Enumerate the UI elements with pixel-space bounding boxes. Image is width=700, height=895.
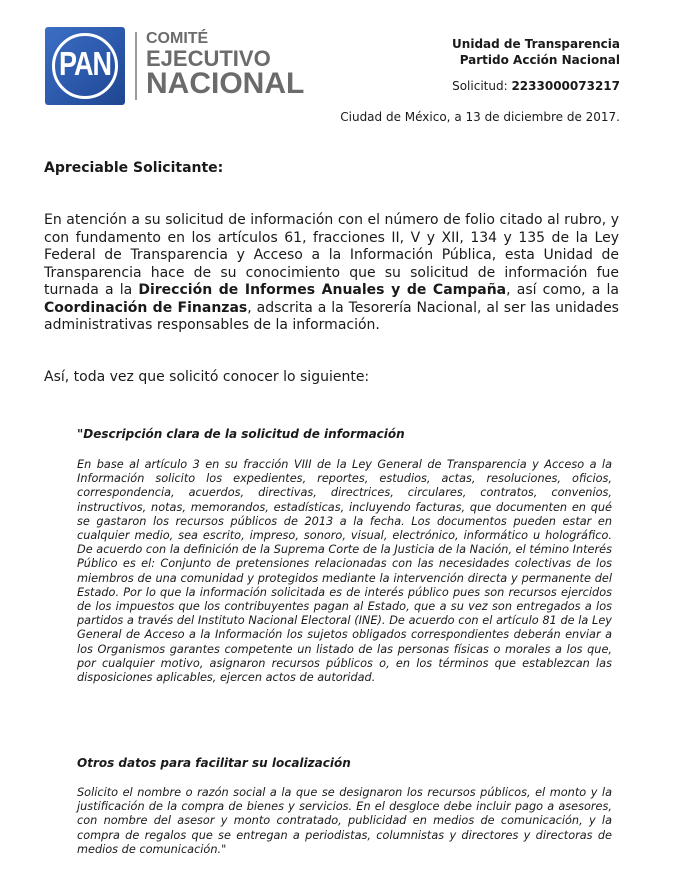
quote-intro: Así, toda vez que solicitó conocer lo siguiente: [44,369,370,385]
issuer-party: Partido Acción Nacional [459,53,620,67]
paragraph-bold-unit-2: Coordinación de Finanzas [44,299,248,316]
place-date: Ciudad de México, a 13 de diciembre de 2017. [340,110,620,124]
badge-text: PAN [58,45,111,83]
logo-line-3: NACIONAL [146,67,305,100]
quote-heading-other-data: Otros datos para facilitar su localización [77,756,351,770]
request-label: Solicitud: [452,79,508,93]
quote-description-text: En base al artículo 3 en su fracción VIII de la Ley General de Transparencia y Acceso a la Información solicito los expedientes, reportes, estudios, actas, resoluciones, oficios, correspondencia, acuerdos, directivas, directrices, circulares, contratos, convenios, instructivos, notas, memorandos, estadísticas, incluyendo facturas, que documenten en qué se gastaron los recursos públicos de 2013 a la fecha. Los documentos pueden estar en cualquier medio, sea escrito, impreso, sonoro, visual, electrónico, informático u holográfico. De acuerdo con la definición de la Suprema Corte de la Justicia de la Nación, el témino Interés Público es el: Conjunto de pretensiones relacionadas con las necesidades colectivas de los miembros de una comunidad y protegidos mediante la intervención directa y permanente del Estado. Por lo que la información solicitada es de interés público pues son recursos ejercidos de los impuestos que los contribuyentes pagan al Estado, que a su vez son entregados a los partidos a través del Instituto Nacional Electoral (INE). De acuerdo con el artículo 81 de la Ley General de Acceso a la Información los sujetos obligados correspondientes deberán enviar a los Organismos garantes competente un listado de las personas físicas o morales a los que, por cualquier motivo, asignaron recursos públicos o, en los términos que establezcan las disposiciones aplicables, ejercen actos de autoridad. [77,458,612,685]
logo-divider [135,32,137,100]
quote-other-data-text: Solicito el nombre o razón social a la que se designaron los recursos públicos, el monto y la justificación de la compra de bienes y servicios. En el desgloce debe incluir pago a asesores, con nombre del asesor y monto contratado, publicidad en medios de comunicación, y la compra de regalos que se entregan a periodistas, columnistas y directores y directoras de medios de comunicación." [77,786,612,856]
pan-logo [45,27,305,107]
issuer-block [452,36,620,68]
paragraph-text: , así como, a la [506,282,619,298]
paragraph-text: En atención a su solicitud de información con el número de folio citado al rubro, y con fundamento en los artículos 61, fracciones II, V y XII, 134 y 135 de la Ley Federal de Transparencia y Acceso a la Información Pública, esta Unidad de Transparencia hace de su conocimiento que su solicitud de información fue turnada a la [44,212,619,298]
request-value: 2233000073217 [511,79,620,93]
logo-line-1: COMITÉ [146,30,209,47]
request-number [452,79,620,93]
paragraph-text: , adscrita a la Tesorería Nacional, al ser las unidades administrativas responsables de la información. [44,299,619,333]
pan-badge-icon [45,27,125,105]
paragraph-bold-unit-1: Dirección de Informes Anuales y de Campaña [138,282,507,298]
issuer-unit: Unidad de Transparencia [452,37,620,51]
quote-heading-description: "Descripción clara de la solicitud de información [77,427,405,441]
greeting: Apreciable Solicitante: [44,160,224,176]
logo-wordmark [146,31,304,99]
logo-line-2: EJECUTIVO [146,46,271,71]
response-paragraph [44,212,619,335]
